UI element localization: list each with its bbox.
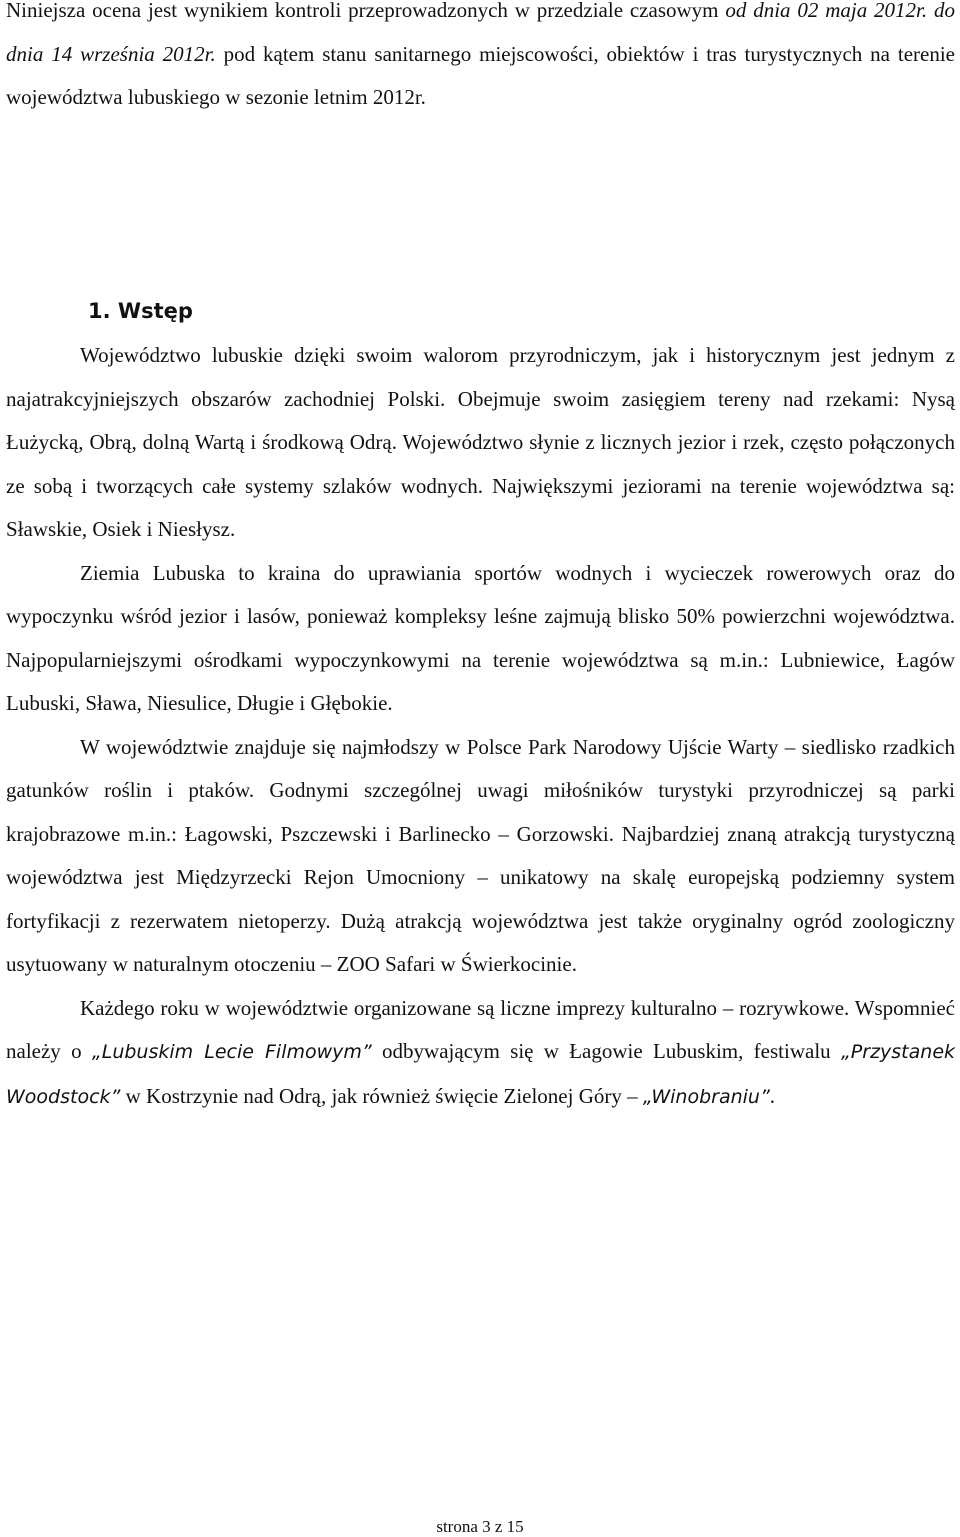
paragraph-tourism: Ziemia Lubuska to kraina do uprawiania sportów wodnych i wycieczek rowerowych oraz do wypoczynku wśród jezior i lasów, ponieważ kompleksy leśne zajmują blisko 50% powierzchni województwa. Najpopularniejszymi ośrodkami wypoczynkowymi na terenie województwa są m.in.: Lubniewice, Łagów Lubuski, Sława, Niesulice, Długie i Głębokie. [6, 560, 955, 715]
paragraph-events [6, 987, 955, 1120]
intro-paragraph [6, 0, 955, 120]
intro-text-start: Niniejsza ocena jest wynikiem kontroli przeprowadzonych w przedziale czasowym [6, 0, 726, 22]
events-text-2: odbywającym się w Łagowie Lubuskim, festiwalu [371, 1039, 841, 1063]
paragraph-nature: W województwie znajduje się najmłodszy w Polsce Park Narodowy Ujście Warty – siedlisko rzadkich gatunków roślin i ptaków. Godnymi szczególnej uwagi miłośników turystyki przyrodniczej są parki krajobrazowe m.in.: Łagowski, Pszczewski i Barlinecko – Gorzowski. Najbardziej znaną atrakcją turystyczną województwa jest Międzyrzecki Rejon Umocniony – unikatowy na skalę europejską podziemny system fortyfikacji z rezerwatem nietoperzy. Dużą atrakcją województwa jest także oryginalny ogród zoologiczny usytuowany w naturalnym otoczeniu – ZOO Safari w Świerkocinie. [6, 734, 955, 976]
event-winobranie: „Winobraniu” [642, 1085, 770, 1108]
paragraph-region: Województwo lubuskie dzięki swoim walorom przyrodniczym, jak i historycznym jest jednym z najatrakcyjniejszych obszarów zachodniej Polski. Obejmuje swoim zasięgiem tereny nad rzekami: Nysą Łużycką, Obrą, dolną Wartą i środkową Odrą. Województwo słynie z licznych jezior i rzek, często połączonych ze sobą i tworzących całe systemy szlaków wodnych. Największymi jeziorami na terenie województwa są: Sławskie, Osiek i Niesłysz. [6, 343, 955, 541]
page-number: strona 3 z 15 [436, 1517, 524, 1536]
document-page [6, 0, 956, 1108]
events-text-4: . [769, 1083, 776, 1108]
intro-text-end: pod kątem stanu sanitarnego miejscowości, obiektów i tras turystycznych na terenie województwa lubuskiego w sezonie letnim 2012r. [6, 41, 956, 109]
events-text-1: Każdego roku w województwie organizowane są liczne imprezy kulturalno – rozrywkowe. Wspomnieć należy o [6, 995, 955, 1063]
intro-date-range: od dnia 02 maja 2012r. do dnia 14 września 2012r. [6, 0, 955, 66]
section-body [6, 334, 955, 1119]
events-text-3: w Kostrzynie nad Odrą, jak również święcie Zielonej Góry – [120, 1083, 643, 1108]
event-film-festival: „Lubuskim Lecie Filmowym” [91, 1041, 372, 1063]
page-footer [0, 1517, 960, 1537]
event-woodstock: „Przystanek Woodstock” [6, 1041, 956, 1108]
section-heading: 1. Wstęp [88, 299, 193, 323]
